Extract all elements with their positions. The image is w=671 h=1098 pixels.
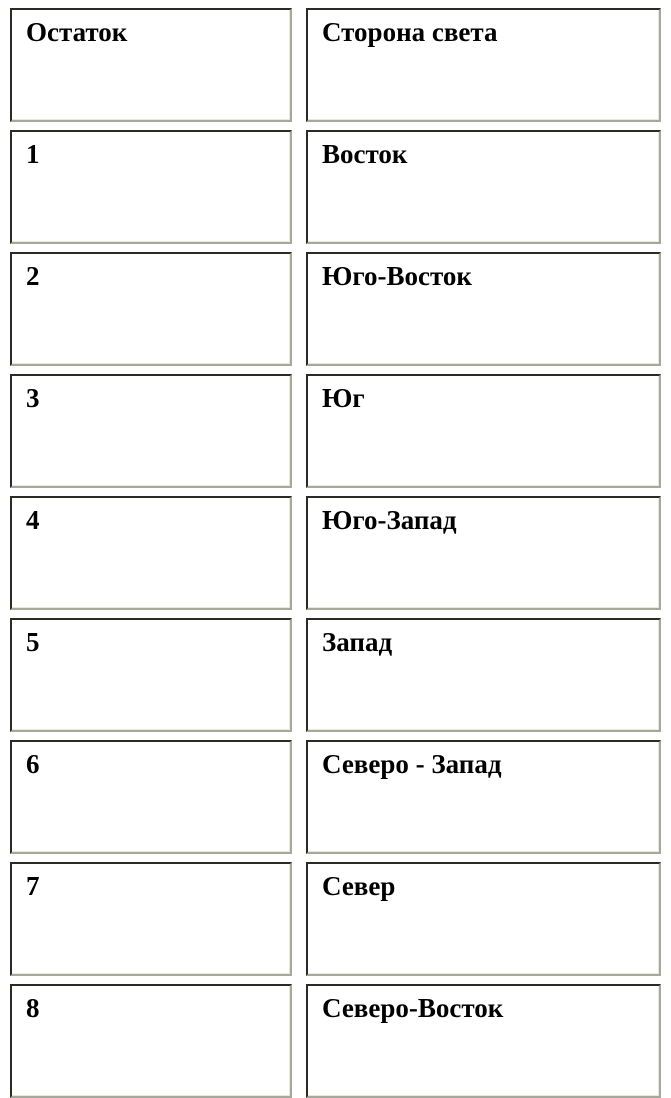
header-label-direction: Сторона света [322,17,498,47]
cell-direction [306,374,661,488]
direction-table [10,8,661,1098]
cell-direction [306,618,661,732]
remainder-value: 6 [26,749,40,779]
column-spacer [292,8,306,122]
remainder-value: 2 [26,261,40,291]
row-spacer-cell [306,366,661,374]
row-spacer-cell [10,366,292,374]
row-spacer-cell [10,976,292,984]
row-spacer-cell [306,854,661,862]
column-spacer [292,740,306,854]
cell-remainder [10,130,292,244]
table-row [10,984,661,1098]
row-spacer [10,244,661,252]
column-spacer [292,130,306,244]
row-spacer-cell [292,488,306,496]
remainder-value: 3 [26,383,40,413]
header-cell-remainder [10,8,292,122]
direction-value: Северо-Восток [322,993,504,1023]
row-spacer [10,610,661,618]
row-spacer-cell [10,854,292,862]
column-spacer [292,618,306,732]
row-spacer-cell [292,122,306,130]
table-row [10,130,661,244]
row-spacer [10,122,661,130]
header-label-remainder: Остаток [26,17,128,47]
column-spacer [292,374,306,488]
remainder-value: 1 [26,139,40,169]
row-spacer-cell [10,488,292,496]
remainder-value: 4 [26,505,40,535]
cell-direction [306,862,661,976]
row-spacer-cell [10,122,292,130]
row-spacer-cell [10,732,292,740]
cell-remainder [10,374,292,488]
row-spacer-cell [306,976,661,984]
row-spacer-cell [306,488,661,496]
row-spacer-cell [292,854,306,862]
row-spacer-cell [306,122,661,130]
cell-direction [306,130,661,244]
cell-remainder [10,496,292,610]
cell-remainder [10,618,292,732]
table-body [10,8,661,1098]
direction-value: Восток [322,139,408,169]
row-spacer-cell [306,244,661,252]
row-spacer [10,366,661,374]
column-spacer [292,496,306,610]
column-spacer [292,984,306,1098]
cell-remainder [10,984,292,1098]
row-spacer-cell [292,976,306,984]
row-spacer [10,976,661,984]
row-spacer-cell [306,732,661,740]
table-row [10,374,661,488]
row-spacer-cell [292,244,306,252]
row-spacer-cell [10,610,292,618]
row-spacer [10,488,661,496]
direction-value: Север [322,871,396,901]
direction-value: Юго-Запад [322,505,457,535]
row-spacer-cell [306,610,661,618]
remainder-value: 8 [26,993,40,1023]
table-row [10,252,661,366]
cell-remainder [10,252,292,366]
cell-direction [306,984,661,1098]
row-spacer-cell [10,244,292,252]
row-spacer-cell [292,610,306,618]
cell-direction [306,740,661,854]
remainder-value: 7 [26,871,40,901]
row-spacer-cell [292,732,306,740]
row-spacer-cell [292,366,306,374]
table-row [10,862,661,976]
table-header-row [10,8,661,122]
cell-remainder [10,740,292,854]
column-spacer [292,252,306,366]
cell-direction [306,252,661,366]
remainder-value: 5 [26,627,40,657]
direction-value: Юго-Восток [322,261,472,291]
cell-remainder [10,862,292,976]
table-row [10,618,661,732]
cell-direction [306,496,661,610]
row-spacer [10,854,661,862]
direction-value: Запад [322,627,393,657]
column-spacer [292,862,306,976]
table-row [10,496,661,610]
row-spacer [10,732,661,740]
table-row [10,740,661,854]
direction-value: Юг [322,383,365,413]
direction-value: Северо - Запад [322,749,502,779]
header-cell-direction [306,8,661,122]
